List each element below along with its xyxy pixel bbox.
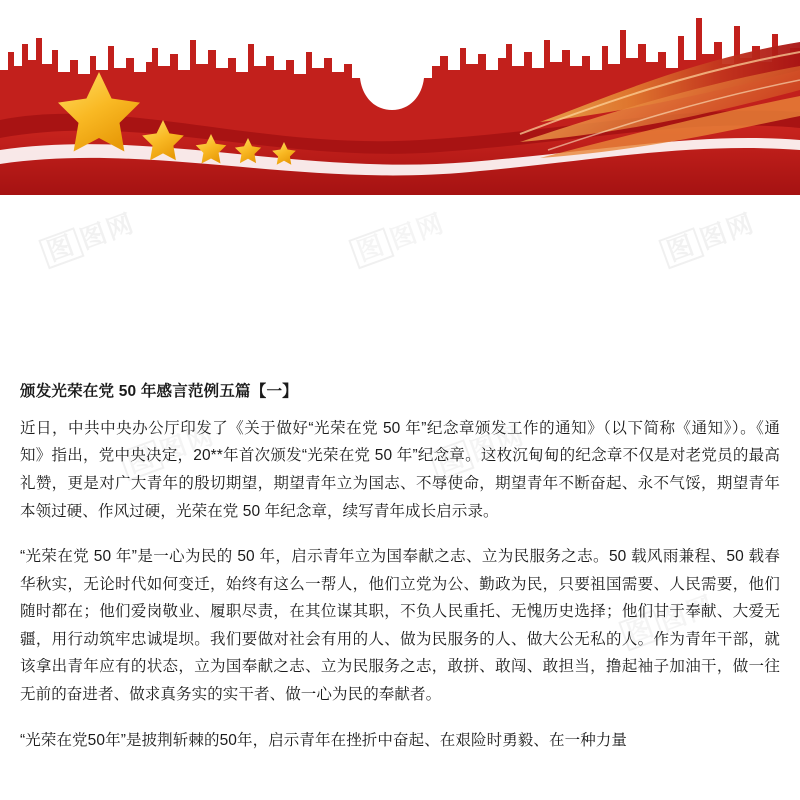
paragraph-3: “光荣在党50年”是披荆斩棘的50年，启示青年在挫折中奋起、在艰险时勇毅、在一种力量 (20, 731, 628, 749)
watermark (657, 203, 760, 271)
watermark (37, 203, 140, 271)
banner-artwork (0, 0, 800, 195)
watermark-text: 图网 (695, 207, 759, 255)
page-title: 颁发光荣在党 50 年感言范例五篇【一】 (20, 383, 298, 400)
watermark-boxed-char (348, 227, 394, 269)
watermark-text: 图网 (75, 207, 139, 255)
watermark-boxed-char: 图 (38, 227, 84, 269)
paragraph-1: 近日，中共中央办公厅印发了《关于做好“光荣在党 50 年”纪念章颁发工作的通知》（以下简称《通知》）。《通知》指出，党中央决定，20**年首次颁发“光荣在党 50 年”纪念章。这枚沉甸甸的纪念章不仅是对老党员的最高礼赞，更是对广大青年的殷切期望，期望青年立为国志、不辱使命，期望青年不断奋起、永不气馁，期望青年本领过硬、作风过硬，光荣在党 50 年纪念章，续写青年成长启示录。 (20, 419, 780, 520)
watermark-boxed-char: 图 (658, 227, 704, 269)
banner (0, 0, 800, 195)
document-body (20, 380, 780, 754)
watermark-text (386, 207, 449, 254)
watermark (347, 203, 450, 271)
paragraph-2: “光荣在党 50 年”是一心为民的 50 年，启示青年立为国奉献之志、立为民服务之志。50 载风雨兼程、50 载春华秋实，无论时代如何变迁，始终有这么一帮人，他们立党为公、勤政为民，只要祖国需要、人民需要，他们随时都在；他们爱岗敬业、履职尽责，在其位谋其职，不负人民重托、无愧历史选择；他们甘于奉献、大爱无疆，用行动筑牢忠诚堤坝。我们要做对社会有用的人、做为民服务的人、做大公无私的人。作为青年干部，就该拿出青年应有的状态，立为国奉献之志、立为民服务之志，敢拼、敢闯、敢担当，撸起袖子加油干，做一往无前的奋进者、做求真务实的实干者、做一心为民的奉献者。 (20, 548, 780, 703)
